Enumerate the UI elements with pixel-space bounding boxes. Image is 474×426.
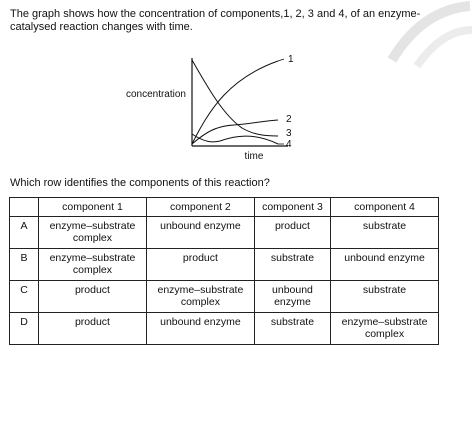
concentration-time-graph [110, 48, 330, 168]
question-text: The graph shows how the concentration of components,1, 2, 3 and 4, of an enzyme-catalysed reaction changes with time. [10, 8, 421, 33]
table-cell: unbound enzyme [146, 313, 254, 345]
table-header-cell: component 1 [39, 198, 147, 217]
x-axis-label: time [244, 151, 264, 162]
table-cell: unbound enzyme [254, 281, 330, 313]
table-header-cell: component 2 [146, 198, 254, 217]
answer-row-c[interactable] [10, 281, 439, 313]
answer-row-a[interactable] [10, 217, 439, 249]
table-cell: product [39, 281, 147, 313]
table-cell: enzyme–substrate complex [331, 313, 439, 345]
curve-label-2: 2 [286, 114, 292, 125]
answer-row-b[interactable] [10, 249, 439, 281]
curve-label-3: 3 [286, 128, 292, 139]
row-letter[interactable]: B [10, 249, 39, 281]
table-header-cell [10, 198, 39, 217]
table-cell: enzyme–substrate complex [146, 281, 254, 313]
table-cell: product [39, 313, 147, 345]
question-prompt: Which row identifies the components of this reaction? [10, 177, 270, 189]
curve-label-1: 1 [288, 54, 294, 65]
table-cell: substrate [331, 281, 439, 313]
answer-table [9, 197, 439, 345]
row-letter[interactable]: A [10, 217, 39, 249]
table-header-cell: component 4 [331, 198, 439, 217]
table-cell: unbound enzyme [146, 217, 254, 249]
row-letter[interactable]: D [10, 313, 39, 345]
answer-row-d[interactable] [10, 313, 439, 345]
table-cell: substrate [254, 313, 330, 345]
curve-1 [192, 61, 278, 144]
y-axis-label: concentration [125, 89, 186, 100]
table-cell: unbound enzyme [331, 249, 439, 281]
table-cell: enzyme–substrate complex [39, 249, 147, 281]
table-cell: substrate [331, 217, 439, 249]
table-cell: substrate [254, 249, 330, 281]
table-cell: enzyme–substrate complex [39, 217, 147, 249]
table-cell: product [146, 249, 254, 281]
table-cell: product [254, 217, 330, 249]
table-header-row [10, 198, 439, 217]
curve-label-4: 4 [286, 139, 292, 150]
curve-1-leader [278, 59, 284, 61]
table-header-cell: component 3 [254, 198, 330, 217]
row-letter[interactable]: C [10, 281, 39, 313]
